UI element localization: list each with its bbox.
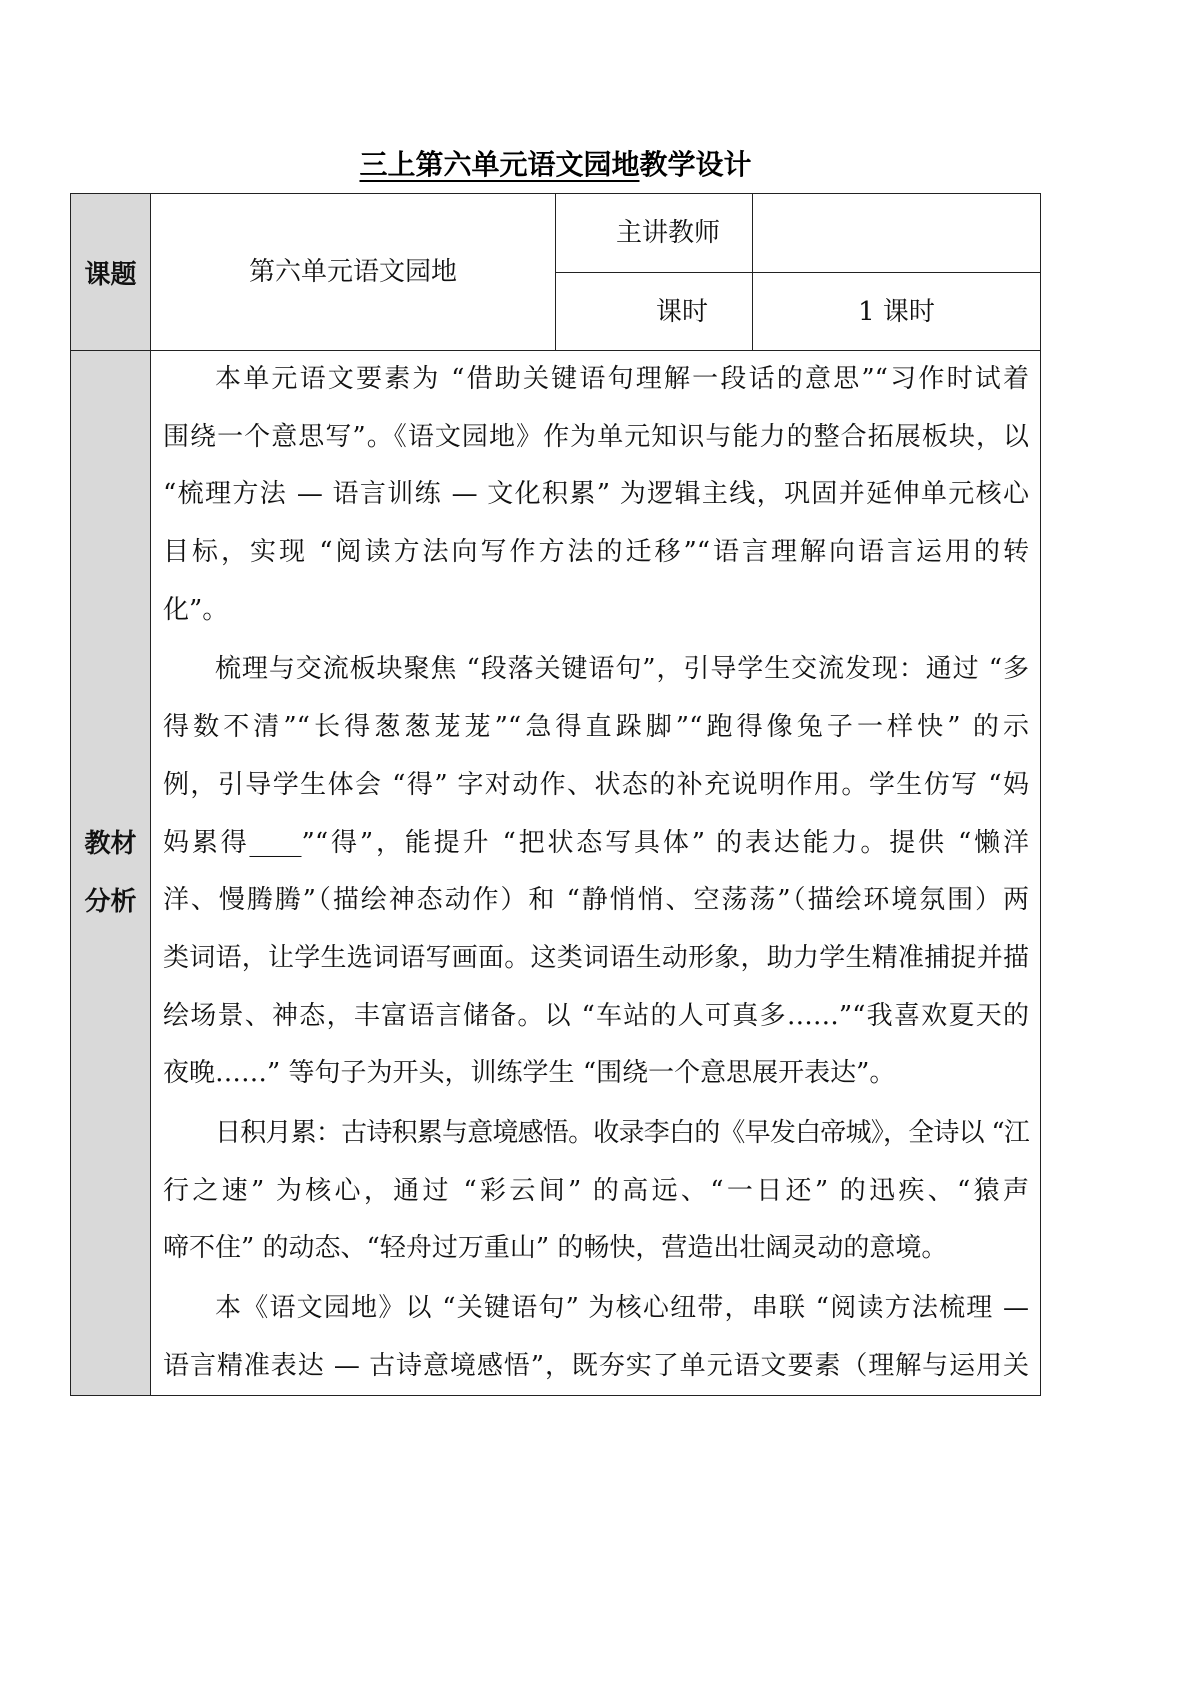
analysis-line: 例，引导学生体会 “得” 字对动作、状态的补充说明作用。学生仿写 “妈: [163, 769, 1029, 800]
teacher-label: 主讲教师: [616, 218, 721, 248]
analysis-line: 夜晚……” 等句子为开头，训练学生 “围绕一个意思展开表达”。: [163, 1058, 896, 1089]
analysis-paragraph: [163, 641, 1029, 1103]
analysis-line: 得数不清”“长得葱葱茏茏”“急得直跺脚”“跑得像兔子一样快” 的示: [163, 712, 1029, 743]
analysis-label-cell: [70, 350, 151, 1396]
title-underlined-part: 三上第六单元语文园地: [359, 148, 640, 181]
analysis-line: 围绕一个意思写”。《语文园地》作为单元知识与能力的整合拓展板块，以: [163, 421, 1029, 452]
analysis-paragraph: [163, 1280, 1029, 1395]
analysis-label-line: 教材: [84, 829, 137, 859]
analysis-line: “梳理方法 — 语言训练 — 文化积累” 为逻辑主线，巩固并延伸单元核心: [163, 479, 1029, 510]
document-title: [70, 145, 1041, 185]
topic-label-cell: [70, 193, 151, 351]
analysis-paragraph: [163, 351, 1029, 639]
analysis-line: 语言精准表达 — 古诗意境感悟”，既夯实了单元语文要素（理解与运用关: [163, 1350, 1029, 1381]
analysis-paragraph: [163, 1105, 1029, 1278]
analysis-content-cell: [150, 350, 1041, 1396]
analysis-line: 类词语，让学生选词语写画面。这类词语生动形象，助力学生精准捕捉并描: [163, 942, 1029, 973]
analysis-label-line: 分析: [84, 887, 137, 917]
hours-value-cell: [752, 272, 1041, 351]
analysis-line: 本《语文园地》以 “关键语句” 为核心纽带，串联 “阅读方法梳理 —: [215, 1293, 1029, 1323]
analysis-line: 绘场景、神态，丰富语言储备。以 “车站的人可真多……”“我喜欢夏天的: [163, 1000, 1029, 1031]
analysis-line: 行之速” 为核心，通过 “彩云间” 的高远、“一日还” 的迅疾、“猿声: [163, 1175, 1029, 1206]
analysis-line: 梳理与交流板块聚焦 “段落关键语句”，引导学生交流发现：通过 “多: [215, 654, 1029, 685]
topic-value: 第六单元语文园地: [248, 257, 457, 287]
analysis-line: 化”。: [163, 594, 229, 625]
analysis-line: 目标，实现 “阅读方法向写作方法的迁移”“语言理解向语言运用的转: [163, 537, 1029, 568]
hours-label: 课时: [656, 296, 709, 327]
hours-label-cell: [555, 272, 753, 351]
analysis-line: 洋、慢腾腾”（描绘神态动作）和 “静悄悄、空荡荡”（描绘环境氛围）两: [163, 885, 1029, 916]
teacher-value-cell: [752, 193, 1041, 273]
topic-label: 课题: [84, 259, 137, 290]
title-suffix: 教学设计: [639, 148, 752, 181]
hours-value: 1 课时: [858, 296, 935, 327]
teacher-label-cell: [555, 193, 753, 273]
topic-value-cell: [150, 193, 556, 351]
analysis-line: 日积月累：古诗积累与意境感悟。收录李白的《早发白帝城》，全诗以 “江: [215, 1117, 1029, 1148]
analysis-line: 妈累得____”“得”，能提升 “把状态写具体” 的表达能力。提供 “懒洋: [163, 827, 1029, 858]
analysis-line: 啼不住” 的动态、“轻舟过万重山” 的畅快，营造出壮阔灵动的意境。: [163, 1233, 948, 1264]
analysis-line: 本单元语文要素为 “借助关键语句理解一段话的意思”“习作时试着: [215, 364, 1029, 394]
